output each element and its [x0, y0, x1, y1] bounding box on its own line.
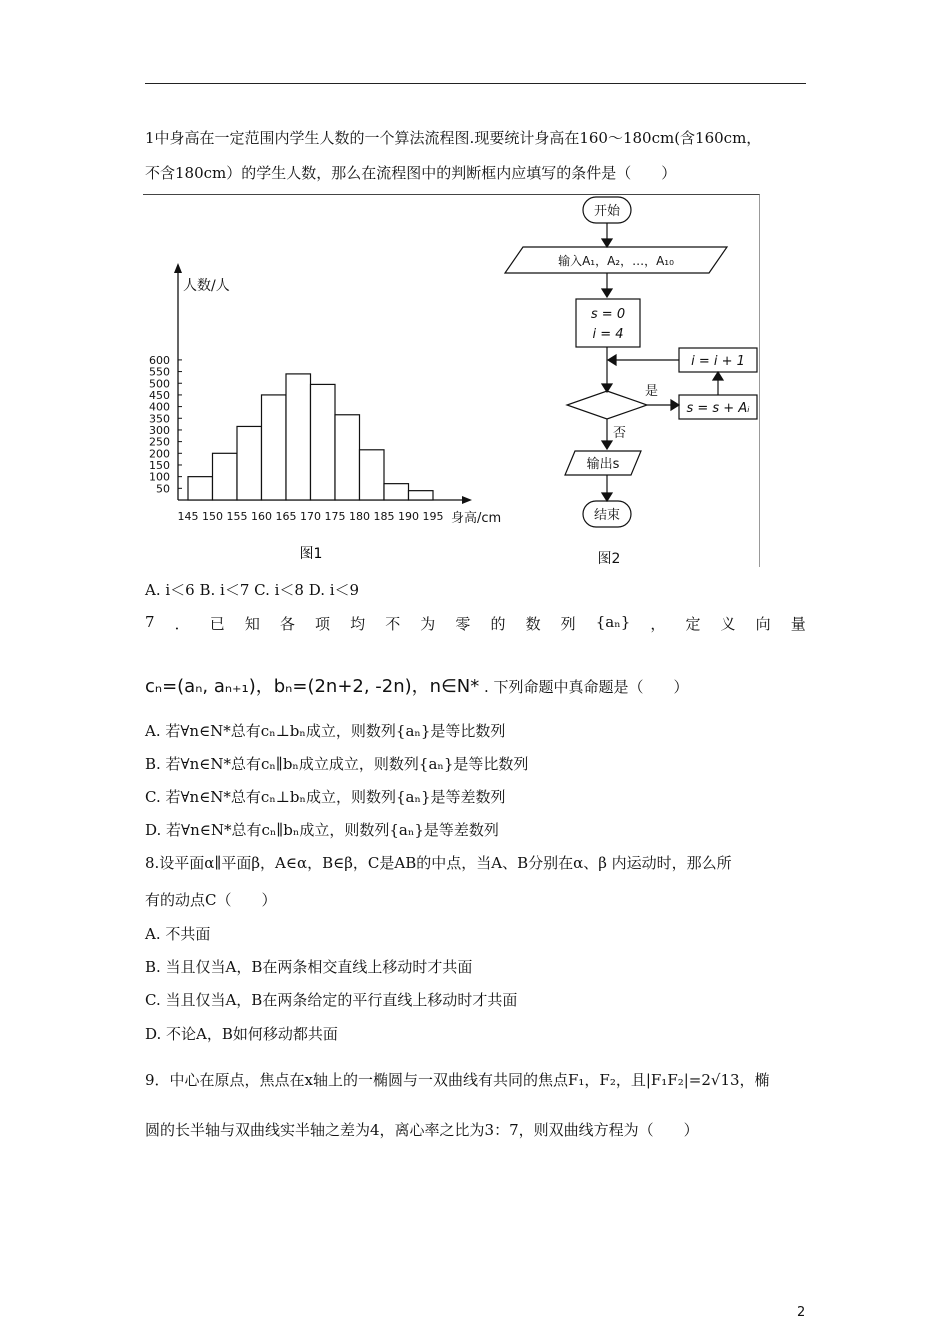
q7-option-c: C. 若∀n∈N*总有cₙ⊥bₙ成立，则数列{aₙ}是等差数列	[145, 788, 506, 806]
x-tick-label: 145	[177, 510, 199, 523]
x-tick-label: 190	[398, 510, 419, 523]
q7-stem-char: 知	[244, 615, 260, 633]
figure-container	[143, 194, 760, 567]
q7-option-a: A. 若∀n∈N*总有cₙ⊥bₙ成立，则数列{aₙ}是等比数列	[145, 722, 506, 740]
x-tick-label: 160	[251, 510, 272, 523]
histogram-bar	[360, 450, 385, 500]
flow-output-label: 输出s	[586, 457, 620, 472]
q7-stem-char: 数	[525, 615, 541, 633]
q7-vector-line	[145, 672, 689, 698]
q8-option-a: A. 不共面	[145, 925, 211, 943]
x-tick-label: 170	[300, 510, 321, 523]
histogram-bar	[311, 384, 336, 500]
y-axis-label: 人数/人	[183, 278, 230, 294]
x-tick-label: 175	[324, 510, 346, 523]
flow-start-label: 开始	[593, 204, 621, 219]
q7-stem-char: ，	[650, 615, 666, 633]
q8-option-b: B. 当且仅当A，B在两条相交直线上移动时才共面	[145, 958, 473, 976]
figure1-caption: 图1	[299, 546, 323, 562]
q7-stem-char: 7	[145, 613, 155, 631]
flow-arrowhead	[602, 441, 612, 449]
q7-stem	[145, 613, 806, 634]
y-tick-label: 150	[149, 458, 170, 472]
page-number: 2	[797, 1305, 806, 1320]
q7-stem-char: 的	[490, 615, 506, 633]
x-tick-label: 185	[373, 510, 395, 523]
q6-text-line2: 不含180cm）的学生人数，那么在流程图中的判断框内应填写的条件是（ ）	[145, 164, 677, 182]
x-axis-label: 身高/cm	[451, 511, 502, 526]
q7-stem-char: 义	[720, 615, 736, 633]
y-tick-label: 100	[149, 470, 170, 484]
flow-end-label: 结束	[593, 508, 621, 523]
q7-stem-tail: . 下列命题中真命题是（ ）	[484, 678, 689, 696]
histogram-bar	[262, 395, 287, 500]
q8-text-line2: 有的动点C（ ）	[145, 891, 277, 909]
q7-stem-char: 各	[279, 615, 295, 633]
q7-option-b: B. 若∀n∈N*总有cₙ∥bₙ成立成立，则数列{aₙ}是等比数列	[145, 755, 529, 773]
q7-stem-char: 为	[420, 615, 436, 633]
y-tick-label: 400	[149, 400, 170, 414]
q6-text-line1: 1中身高在一定范围内学生人数的一个算法流程图.现要统计身高在160～180cm(含160cm，	[145, 129, 762, 147]
y-axis-arrow	[174, 263, 182, 273]
q6-options: A. i＜6 B. i＜7 C. i＜8 D. i＜9	[145, 581, 360, 599]
histogram-bar	[237, 426, 262, 500]
y-tick-label: 500	[149, 377, 170, 391]
x-tick-label: 195	[422, 510, 444, 523]
y-tick-label: 450	[149, 388, 170, 402]
q7-stem-char: 已	[209, 615, 225, 633]
q9-text-line2: 圆的长半轴与双曲线实半轴之差为4，离心率之比为3：7，则双曲线方程为（ ）	[145, 1121, 699, 1139]
q8-text-line1: 8.设平面α∥平面β，A∈α，B∈β，C是AB的中点，当A、B分别在α、β 内运动时，那么所	[145, 854, 732, 872]
x-tick-label: 155	[226, 510, 248, 523]
q7-stem-char: ．	[174, 615, 190, 633]
q7-stem-char: 量	[790, 615, 806, 633]
histogram-bar	[213, 453, 238, 500]
q8-option-d: D. 不论A，B如何移动都共面	[145, 1025, 338, 1043]
flow-increment-label: i = i + 1	[691, 354, 745, 369]
q7-stem-char: {aₙ}	[595, 613, 631, 631]
flow-init-s-label: s = 0	[590, 307, 626, 322]
y-tick-label: 300	[149, 423, 170, 437]
y-tick-label: 200	[149, 447, 170, 461]
q7-stem-char: 列	[560, 615, 576, 633]
q7-stem-char: 项	[315, 615, 331, 633]
flow-decision-node	[567, 391, 647, 419]
histogram-bar	[188, 477, 213, 500]
q9-text-line1: 9．中心在原点，焦点在x轴上的一椭圆与一双曲线有共同的焦点F₁，F₂，且|F₁F₂|=2√13，椭	[145, 1071, 770, 1089]
histogram	[149, 263, 501, 526]
q7-option-d: D. 若∀n∈N*总有cₙ∥bₙ成立，则数列{aₙ}是等差数列	[145, 821, 499, 839]
flow-arrowhead	[608, 355, 616, 365]
q7-stem-char: 不	[385, 615, 401, 633]
q7-vector-formula: cₙ=(aₙ, aₙ₊₁)，bₙ=(2n+2, -2n)，n∈N*	[145, 676, 480, 697]
histogram-bar	[384, 484, 409, 500]
q8-option-c: C. 当且仅当A，B在两条给定的平行直线上移动时才共面	[145, 991, 518, 1009]
y-tick-label: 550	[149, 365, 170, 379]
histogram-bar	[409, 491, 434, 500]
flow-arrowhead	[602, 289, 612, 297]
y-tick-label: 50	[156, 482, 170, 496]
q7-stem-char: 零	[455, 615, 471, 633]
flow-arrowhead	[713, 372, 723, 380]
y-tick-label: 600	[149, 353, 170, 367]
q7-stem-char: 定	[685, 615, 701, 633]
y-tick-label: 250	[149, 435, 170, 449]
flow-init-i-label: i = 4	[592, 327, 624, 342]
figure2-caption: 图2	[597, 551, 621, 567]
header-rule	[145, 83, 806, 84]
flow-yes-label: 是	[645, 384, 659, 399]
x-axis-arrow	[462, 496, 472, 504]
y-tick-label: 350	[149, 412, 170, 426]
flow-arrowhead	[602, 239, 612, 247]
histogram-bar	[335, 415, 360, 500]
flow-no-label: 否	[613, 426, 627, 441]
q7-stem-char: 均	[350, 615, 366, 633]
flow-arrowhead	[602, 493, 612, 501]
x-tick-label: 165	[275, 510, 297, 523]
figure-svg	[143, 195, 759, 567]
x-tick-label: 150	[202, 510, 223, 523]
flow-accumulate-label: s = s + Aᵢ	[686, 401, 750, 416]
q7-stem-char: 向	[755, 615, 771, 633]
x-tick-label: 180	[349, 510, 370, 523]
histogram-bar	[286, 374, 311, 500]
flow-arrowhead	[671, 400, 679, 410]
flow-input-label: 输入A₁，A₂，…，A₁₀	[558, 254, 674, 268]
